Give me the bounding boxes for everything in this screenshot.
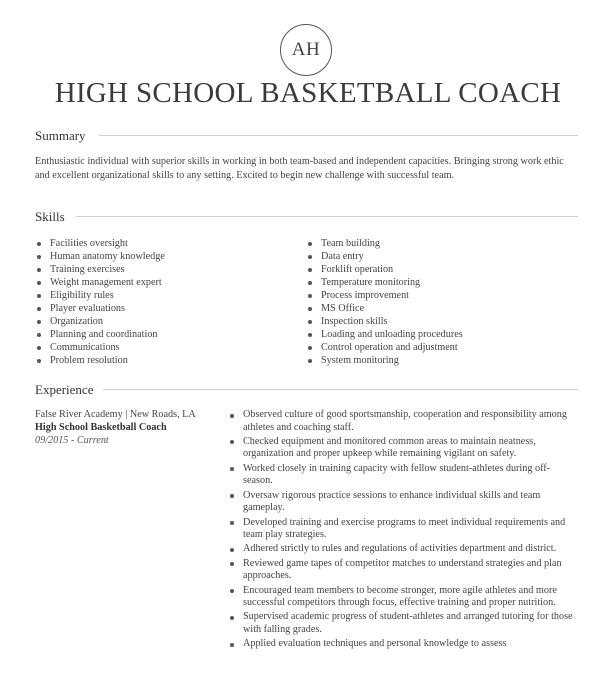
job-title: High School Basketball Coach xyxy=(35,422,167,433)
duty-item: Worked closely in training capacity with fellow student-athletes during off-season. xyxy=(229,463,579,488)
skill-item: Inspection skills xyxy=(307,315,463,328)
skills-list-left xyxy=(36,237,165,367)
skill-item: Temperature monitoring xyxy=(307,276,463,289)
monogram-initials: AH xyxy=(291,39,321,60)
job-duties-list xyxy=(229,409,579,653)
skill-item: Human anatomy knowledge xyxy=(36,250,165,263)
summary-divider xyxy=(99,135,578,136)
skills-heading: Skills xyxy=(35,209,65,224)
skill-item: Data entry xyxy=(307,250,463,263)
duty-item: Reviewed game tapes of competitor matches to understand strategies and plan approaches. xyxy=(229,558,579,583)
skill-item: Eligibility rules xyxy=(36,289,165,302)
job-dates: 09/2015 - Current xyxy=(35,435,109,446)
resume-title: HIGH SCHOOL BASKETBALL COACH xyxy=(54,77,562,109)
job-header xyxy=(35,408,196,447)
monogram-badge xyxy=(280,24,332,76)
skill-item: Organization xyxy=(36,315,165,328)
skills-list-right xyxy=(307,237,463,367)
skill-item: Control operation and adjustment xyxy=(307,341,463,354)
duty-item: Checked equipment and monitored common areas to maintain neatness, organization and proper upkeep while remaining vigilant on safety. xyxy=(229,436,579,461)
duty-item: Observed culture of good sportsmanship, cooperation and responsibility among athletes and coaching staff. xyxy=(229,409,579,434)
skill-item: Loading and unloading procedures xyxy=(307,328,463,341)
skill-item: Forklift operation xyxy=(307,263,463,276)
skill-item: Team building xyxy=(307,237,463,250)
duty-item: Supervised academic progress of student-athletes and arranged tutoring for those with falling grades. xyxy=(229,611,579,636)
skills-divider xyxy=(76,216,578,217)
duty-item: Oversaw rigorous practice sessions to enhance individual skills and team gameplay. xyxy=(229,490,579,515)
skill-item: System monitoring xyxy=(307,354,463,367)
skill-item: Training exercises xyxy=(36,263,165,276)
duty-item: Developed training and exercise programs to meet individual requirements and team play strategies. xyxy=(229,517,579,542)
job-employer: False River Academy | New Roads, LA xyxy=(35,409,196,420)
duty-item: Adhered strictly to rules and regulations of activities department and district. xyxy=(229,543,579,556)
skill-item: Planning and coordination xyxy=(36,328,165,341)
skill-item: Problem resolution xyxy=(36,354,165,367)
experience-heading: Experience xyxy=(35,382,94,397)
summary-text: Enthusiastic individual with superior skills in working in both team-based and independent capacities. Bringing strong work ethic and excellent organizational skills to any setting. Excited to begin new challenge with successful team. xyxy=(35,156,564,181)
skill-item: Player evaluations xyxy=(36,302,165,315)
skill-item: MS Office xyxy=(307,302,463,315)
skill-item: Facilities oversight xyxy=(36,237,165,250)
skill-item: Process improvement xyxy=(307,289,463,302)
duty-item: Applied evaluation techniques and personal knowledge to assess xyxy=(229,638,579,651)
summary-heading: Summary xyxy=(35,128,86,143)
skill-item: Communications xyxy=(36,341,165,354)
experience-divider xyxy=(103,389,578,390)
skill-item: Weight management expert xyxy=(36,276,165,289)
duty-item: Encouraged team members to become stronger, more agile athletes and more successful competitors through focus, effective training and proper nutrition. xyxy=(229,585,579,610)
